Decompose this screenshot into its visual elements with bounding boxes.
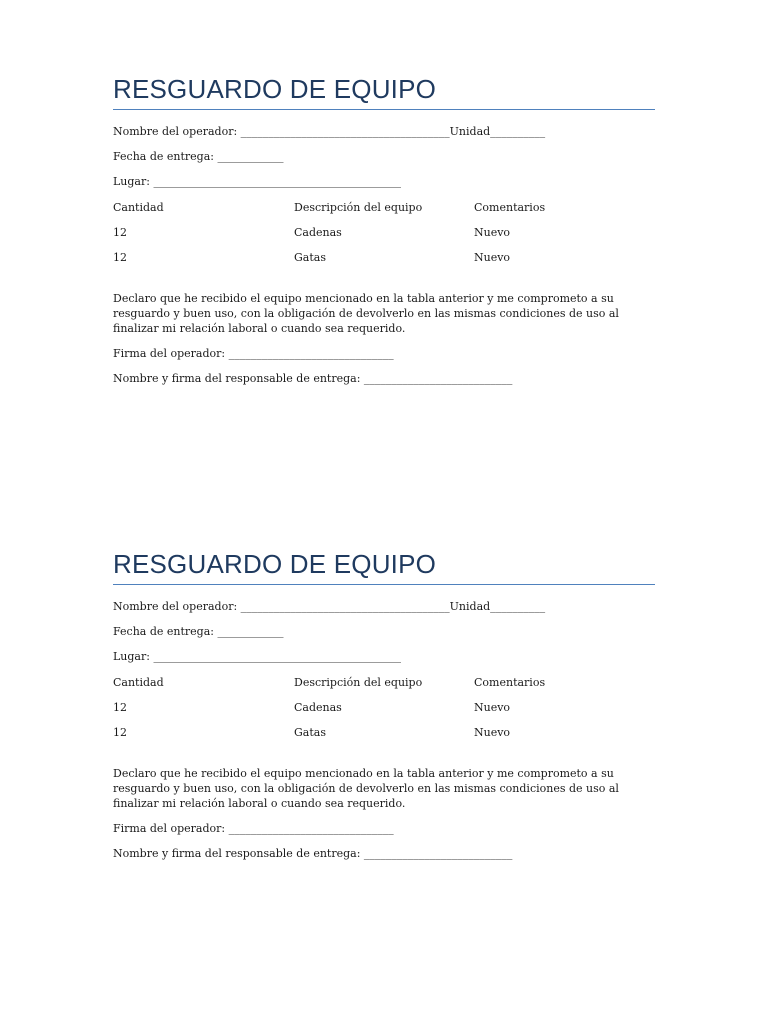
delivery-date-field: Fecha de entrega: ____________ (113, 625, 284, 638)
declaration-paragraph: Declaro que he recibido el equipo mencionado en la tabla anterior y me comprometo a su resguardo y buen uso, con la obligación de devolverlo en las mismas condiciones de uso al finalizar mi relación laboral o cuando sea requerido. (113, 292, 619, 335)
table-row (113, 226, 655, 240)
delivery-date-field: Fecha de entrega: ____________ (113, 150, 284, 163)
cell-descripcion: Gatas (294, 251, 326, 264)
cell-comentarios: Nuevo (474, 701, 511, 714)
equipment-custody-form-1 (113, 73, 655, 385)
cell-cantidad: 12 (113, 726, 127, 739)
cell-cantidad: 12 (113, 226, 127, 239)
cell-descripcion: Cadenas (294, 701, 342, 714)
form-title: RESGUARDO DE EQUIPO (113, 73, 655, 110)
equipment-custody-form-2 (113, 548, 655, 860)
table-header-row (113, 676, 655, 690)
cell-cantidad: 12 (113, 701, 127, 714)
operator-signature-field: Firma del operador: ______________________________ (113, 347, 394, 360)
table-row (113, 701, 655, 715)
cell-comentarios: Nuevo (474, 726, 511, 739)
header-cantidad: Cantidad (113, 201, 164, 214)
form-title: RESGUARDO DE EQUIPO (113, 548, 655, 585)
cell-descripcion: Gatas (294, 726, 326, 739)
table-row (113, 726, 655, 740)
responsible-signature-field: Nombre y firma del responsable de entrega: ___________________________ (113, 372, 513, 385)
declaration-paragraph: Declaro que he recibido el equipo mencionado en la tabla anterior y me comprometo a su resguardo y buen uso, con la obligación de devolverlo en las mismas condiciones de uso al finalizar mi relación laboral o cuando sea requerido. (113, 767, 619, 810)
operator-name-field: Nombre del operador: ______________________________________Unidad__________ (113, 125, 546, 138)
place-field: Lugar: _____________________________________________ (113, 175, 401, 188)
operator-name-field: Nombre del operador: ______________________________________Unidad__________ (113, 600, 546, 613)
header-descripcion: Descripción del equipo (294, 676, 423, 689)
cell-cantidad: 12 (113, 251, 127, 264)
operator-signature-field: Firma del operador: ______________________________ (113, 822, 394, 835)
place-field: Lugar: _____________________________________________ (113, 650, 401, 663)
table-row (113, 251, 655, 265)
cell-comentarios: Nuevo (474, 251, 511, 264)
cell-descripcion: Cadenas (294, 226, 342, 239)
responsible-signature-field: Nombre y firma del responsable de entrega: ___________________________ (113, 847, 513, 860)
header-descripcion: Descripción del equipo (294, 201, 423, 214)
header-comentarios: Comentarios (474, 676, 546, 689)
header-cantidad: Cantidad (113, 676, 164, 689)
header-comentarios: Comentarios (474, 201, 546, 214)
table-header-row (113, 201, 655, 215)
cell-comentarios: Nuevo (474, 226, 511, 239)
